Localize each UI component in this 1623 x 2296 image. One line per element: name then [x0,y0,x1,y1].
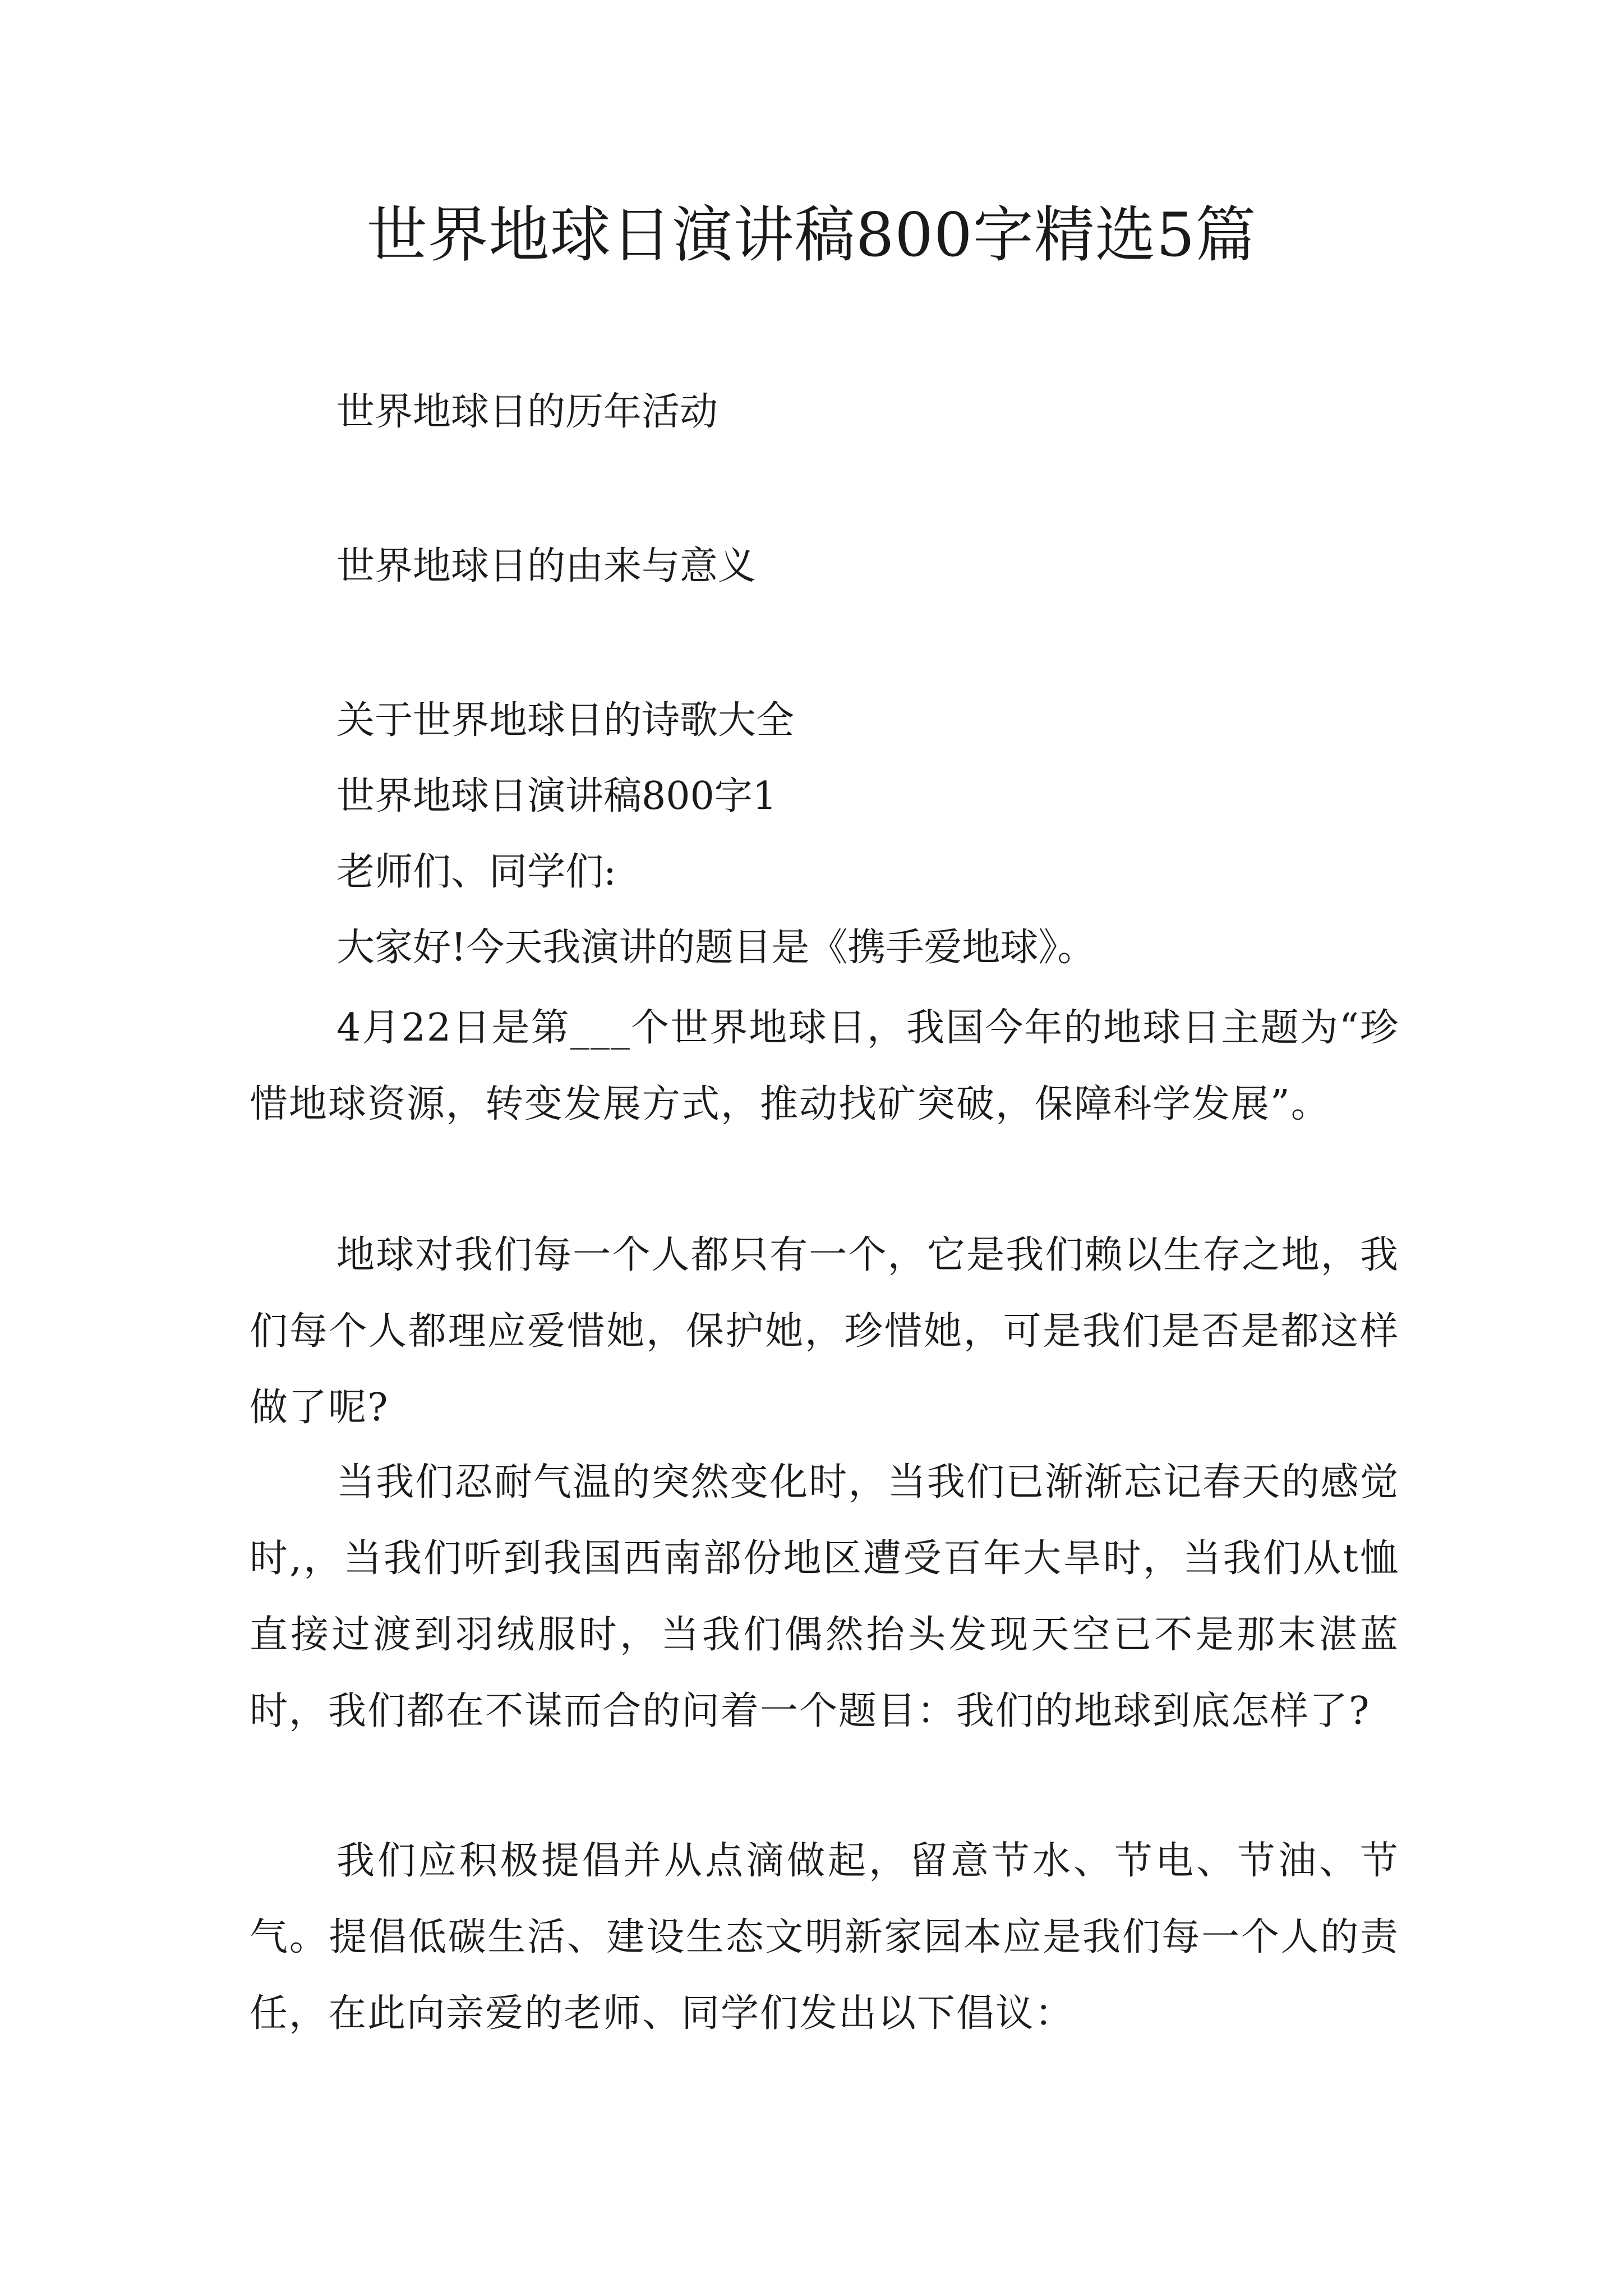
paragraph-earth-day-theme: 4月22日是第___个世界地球日，我国今年的地球日主题为“珍惜地球资源，转变发展方式，推动找矿突破，保障科学发展”。 [250,1006,1399,1126]
paragraph-proposal: 我们应积极提倡并从点滴做起，留意节水、节电、节油、节气。提倡低碳生活、建设生态文明新家园本应是我们每一个人的责任，在此向亲爱的老师、同学们发出以下倡议： [250,1839,1399,2036]
paragraph-climate-change: 当我们忍耐气温的突然变化时，当我们已渐渐忘记春天的感觉时,，当我们听到我国西南部份地区遭受百年大旱时，当我们从t恤直接过渡到羽绒服时，当我们偶然抬头发现天空已不是那末湛蓝时，我们都在不谋而合的问着一个题目：我们的地球到底怎样了? [250,1460,1399,1733]
section-heading: 世界地球日演讲稿800字1 [336,774,777,818]
paragraph-intro: 大家好!今天我演讲的题目是《携手爱地球》。 [336,926,1096,970]
salutation: 老师们、同学们: [336,850,616,894]
link-poems[interactable]: 关于世界地球日的诗歌大全 [336,698,795,743]
document-title: 世界地球日演讲稿800字精选5篇 [366,200,1257,270]
paragraph-one-earth: 地球对我们每一个人都只有一个，它是我们赖以生存之地，我们每个人都理应爱惜她，保护她，珍惜她，可是我们是否是都这样做了呢? [250,1233,1399,1430]
link-origin-meaning[interactable]: 世界地球日的由来与意义 [336,544,757,588]
link-history-activities[interactable]: 世界地球日的历年活动 [336,390,718,434]
